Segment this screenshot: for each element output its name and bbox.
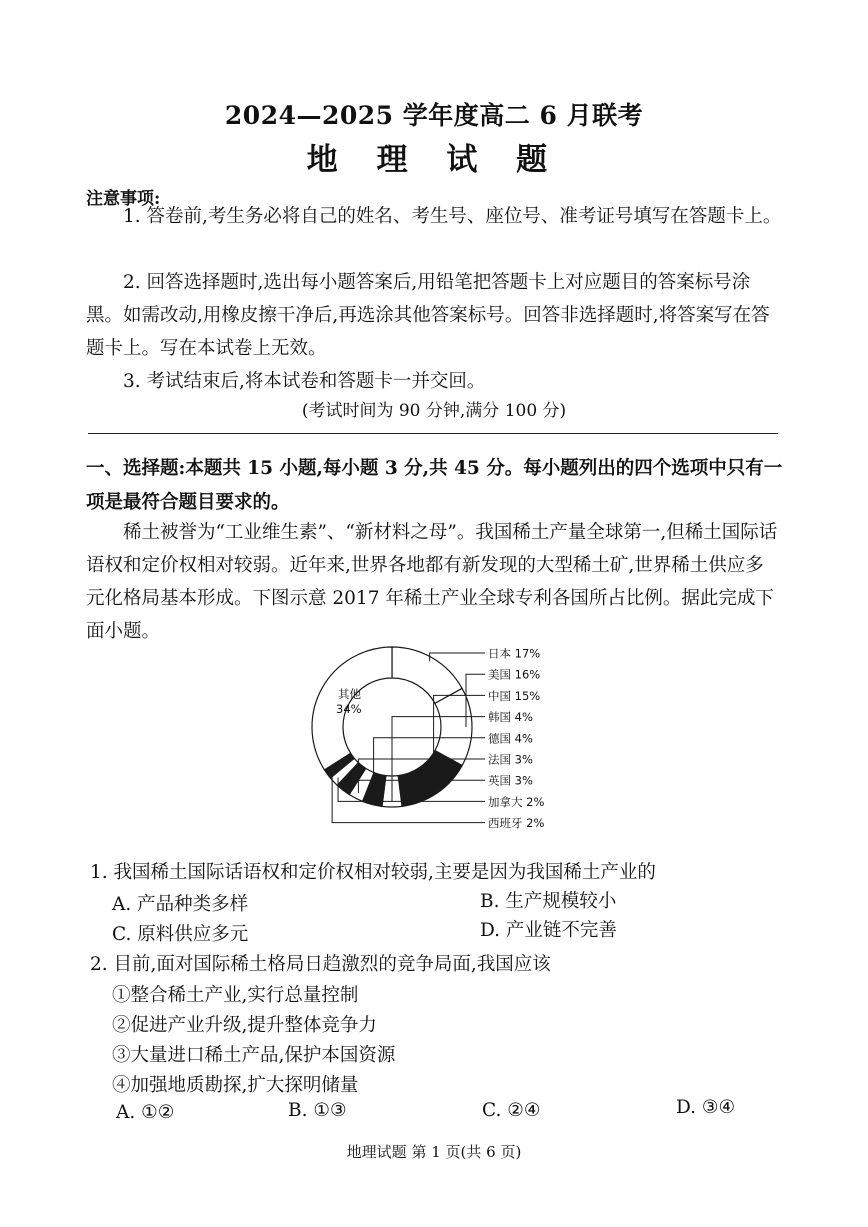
slice-label-德国: 德国 4% <box>488 731 533 746</box>
slice-label-英国: 英国 3% <box>488 773 533 788</box>
notice-heading: 注意事项: <box>86 189 161 209</box>
question-stem: 稀土被誉为“工业维生素”、“新材料之母”。我国稀土产量全球第一,但稀土国际话语权和定价权相对较弱。近年来,世界各地都有新发现的大型稀土矿,世界稀土供应多元化格局基本形成。下图示意 2017 年稀土产业全球专利各国所占比例。据此完成下面小题。 <box>86 522 778 642</box>
slice-label-法国: 法国 3% <box>488 752 533 767</box>
slice-label-other-value: 34% <box>336 702 362 716</box>
q2-option-d: D. ③④ <box>676 1097 736 1118</box>
q2-statement-1: ①整合稀土产业,实行总量控制 <box>112 985 359 1006</box>
question-1-text: 1. 我国稀土国际话语权和定价权相对较弱,主要是因为我国稀土产业的 <box>90 862 656 883</box>
notice-item-2: 2. 回答选择题时,选出每小题答案后,用铅笔把答题卡上对应题目的答案标号涂黑。如需改动,用橡皮擦干净后,再选涂其他答案标号。回答非选择题时,将答案写在答题卡上。写在本试卷上无效。 <box>86 272 770 359</box>
q2-option-a: A. ①② <box>116 1102 175 1123</box>
q2-statement-2: ②促进产业升级,提升整体竞争力 <box>112 1015 377 1036</box>
exam-title: 2024—2025 学年度高二 6 月联考 <box>224 101 644 130</box>
slice-label-中国: 中国 15% <box>488 688 541 703</box>
patent-share-donut-chart <box>300 640 570 850</box>
slice-label-日本: 日本 17% <box>488 646 541 661</box>
q2-statement-4: ④加强地质勘探,扩大探明储量 <box>112 1075 359 1096</box>
slice-label-other-name: 其他 <box>338 687 361 701</box>
section-heading: 一、选择题:本题共 15 小题,每小题 3 分,共 45 分。每小题列出的四个选项中只有一项是最符合题目要求的。 <box>86 458 783 513</box>
q1-option-d: D. 产业链不完善 <box>480 920 617 941</box>
slice-label-美国: 美国 16% <box>488 667 541 682</box>
slice-label-韩国: 韩国 4% <box>488 710 533 725</box>
q1-option-b: B. 生产规模较小 <box>480 891 617 912</box>
divider-rule <box>88 433 778 434</box>
q1-option-c: C. 原料供应多元 <box>112 924 249 945</box>
subject-title: 地 理 试 题 <box>306 142 562 178</box>
q2-option-c: C. ②④ <box>482 1100 541 1121</box>
slice-label-加拿大: 加拿大 2% <box>488 794 545 809</box>
notice-item-3: 3. 考试结束后,将本试卷和答题卡一并交回。 <box>123 371 486 392</box>
leader-line-日本 <box>430 653 485 661</box>
notice-item-1: 1. 答卷前,考生务必将自己的姓名、考生号、座位号、准考证号填写在答题卡上。 <box>123 206 782 227</box>
page-footer: 地理试题 第 1 页(共 6 页) <box>346 1143 522 1161</box>
slice-label-西班牙: 西班牙 2% <box>488 816 545 831</box>
q2-option-b: B. ①③ <box>288 1100 347 1121</box>
question-2-text: 2. 目前,面对国际稀土格局日趋激烈的竞争局面,我国应该 <box>90 954 551 975</box>
q1-option-a: A. 产品种类多样 <box>112 894 249 915</box>
q2-statement-3: ③大量进口稀土产品,保护本国资源 <box>112 1045 396 1066</box>
exam-time-note: (考试时间为 90 分钟,满分 100 分) <box>301 401 567 421</box>
